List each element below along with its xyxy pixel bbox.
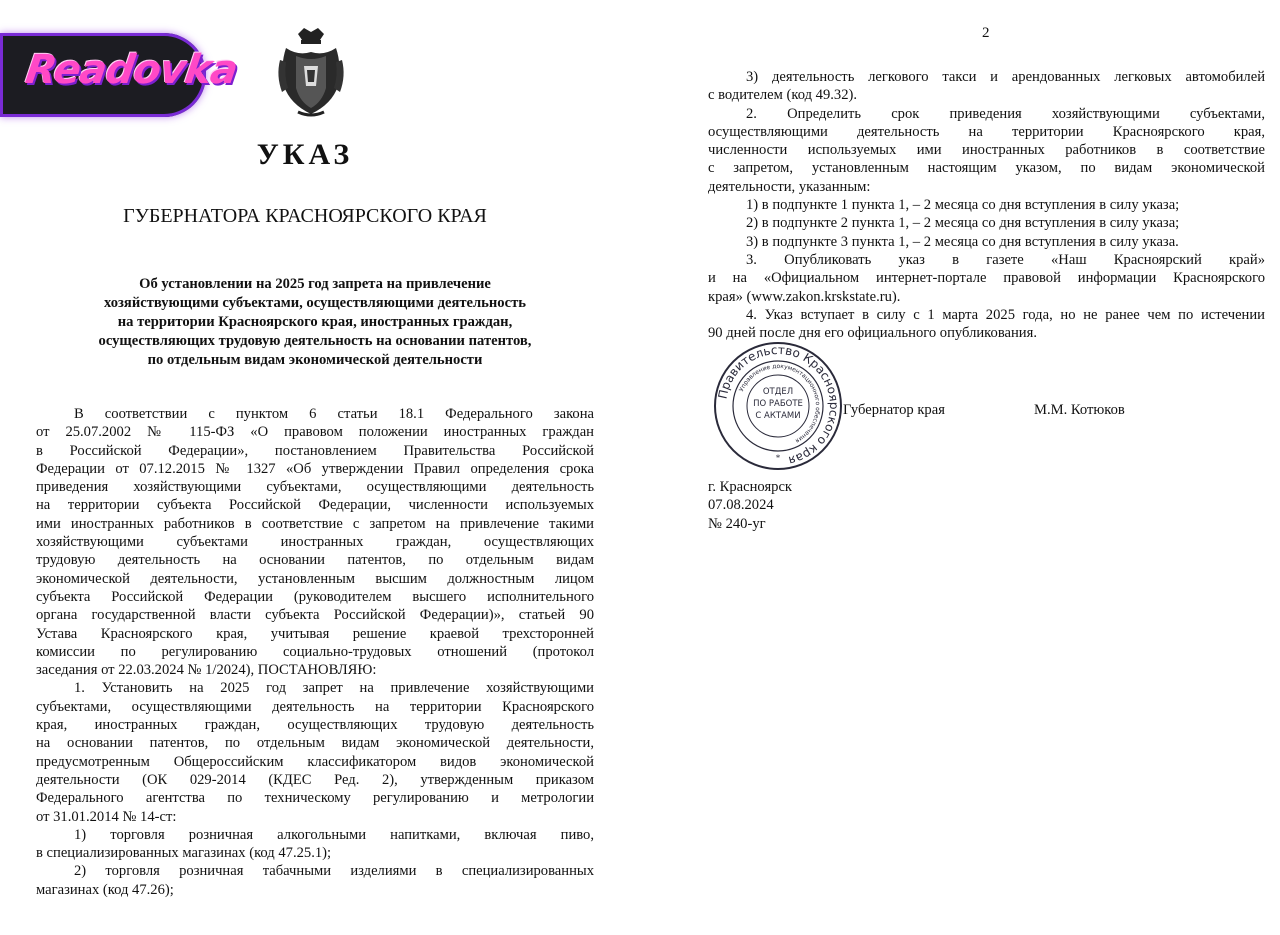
body-line: Устава Красноярского края, учитывая решение краевой трехсторонней xyxy=(36,625,594,642)
body-line: Федерации от 07.12.2015 № 1327 «Об утверждении Правил определения срока xyxy=(36,460,594,477)
place-line: г. Красноярск xyxy=(708,479,793,495)
stamp-center-line: ПО РАБОТЕ xyxy=(753,399,803,409)
page-number: 2 xyxy=(982,25,990,41)
date-line: 07.08.2024 xyxy=(708,497,774,514)
body-line: 3) в подпункте 3 пункта 1, – 2 месяца со дня вступления в силу указа. xyxy=(746,233,1179,250)
stamp-center-line: С АКТАМИ xyxy=(755,411,801,421)
document-title: УКАЗ xyxy=(256,138,354,171)
right-body-text xyxy=(708,68,1265,342)
body-line: с запретом, установленным настоящим указом, по видам экономической xyxy=(708,160,1265,177)
body-line: 1) в подпункте 1 пункта 1, – 2 месяца со дня вступления в силу указа; xyxy=(746,197,1180,214)
body-line: субъекта Российской Федерации (руководителем высшего исполнительного xyxy=(36,588,594,605)
body-line: численности используемых ими иностранных работников в соответствие xyxy=(708,142,1265,159)
body-line: предусмотренным Общероссийским классификатором видов экономической xyxy=(36,753,594,770)
signature-role: Губернатор края xyxy=(843,402,945,418)
body-line: осуществляющими деятельность на территории Красноярского края, xyxy=(708,123,1265,140)
body-line: и на «Официальном интернет-портале правовой информации Красноярского xyxy=(708,270,1265,287)
svg-text:*: * xyxy=(775,453,781,463)
body-line: от 31.01.2014 № 14-ст: xyxy=(36,808,177,825)
body-line: субъектами, осуществляющими деятельность на территории Красноярского xyxy=(36,698,594,715)
readovka-logo xyxy=(0,33,240,117)
heading-line: хозяйствующими субъектами, осуществляющими деятельность xyxy=(104,295,526,311)
body-line: 1) торговля розничная алкогольными напитками, включая пиво, xyxy=(74,826,594,843)
heading-line: на территории Красноярского края, иностранных граждан, xyxy=(117,314,513,330)
body-line: 2) торговля розничная табачными изделиями в специализированных xyxy=(74,863,594,880)
body-line: на основании патентов, по отдельным видам экономической деятельности, xyxy=(36,735,594,752)
body-line: Федерального агентства по техническому регулированию и метрологии xyxy=(36,790,594,807)
heading-line: Об установлении на 2025 год запрета на привлечение xyxy=(139,276,491,292)
signature-name: М.М. Котюков xyxy=(1034,402,1125,418)
body-line: В соответствии с пунктом 6 статьи 18.1 Федерального закона xyxy=(74,406,594,422)
body-line: 90 дней после дня его официального опубликования. xyxy=(708,325,1037,342)
heading-line: осуществляющих трудовую деятельность на основании патентов, xyxy=(98,333,532,349)
body-line: с водителем (код 49.32). xyxy=(708,87,858,104)
body-line: на территории субъекта Российской Федерации, численности используемых xyxy=(36,497,594,514)
logo-text: Readovka xyxy=(22,47,240,93)
body-line: 4. Указ вступает в силу с 1 марта 2025 года, но не ранее чем по истечении xyxy=(746,306,1265,323)
coat-of-arms-icon xyxy=(276,26,346,118)
body-line: магазинах (код 47.26); xyxy=(36,881,174,898)
stamp-inner-ring-text: Управление документационного обеспечения xyxy=(738,362,822,445)
body-line: хозяйствующими субъектами иностранных граждан, осуществляющих xyxy=(36,534,594,551)
body-line: приведения хозяйствующими субъектами, осуществляющими деятельность xyxy=(36,479,594,496)
body-line: от 25.07.2002 № 115-ФЗ «О правовом положении иностранных граждан xyxy=(36,424,594,441)
body-line: 2) в подпункте 2 пункта 1, – 2 месяца со дня вступления в силу указа; xyxy=(746,215,1180,232)
left-body-text xyxy=(36,405,594,899)
body-line: 3) деятельность легкового такси и арендованных легковых автомобилей xyxy=(746,69,1265,85)
body-line: ими иностранных работников в соответствие с запретом на привлечение такими xyxy=(36,515,594,532)
body-line: края» (www.zakon.krskstate.ru). xyxy=(708,288,901,305)
body-line: органа государственной власти субъекта Российской Федерации)», статьей 90 xyxy=(36,607,594,624)
document-heading xyxy=(40,275,590,370)
body-line: деятельности, указанным: xyxy=(708,178,871,195)
stamp-center-line: ОТДЕЛ xyxy=(762,387,794,397)
document-subtitle: ГУБЕРНАТОРА КРАСНОЯРСКОГО КРАЯ xyxy=(123,205,487,227)
body-line: комиссии по регулированию социально-трудовых отношений (протокол xyxy=(36,643,594,660)
place-date-number xyxy=(708,478,792,533)
body-line: деятельности (ОК 029-2014 (КДЕС Ред. 2), утвержденным приказом xyxy=(36,771,594,788)
stamp-ring-text: Правительство Красноярского края xyxy=(715,342,842,468)
body-line: экономической деятельности, установленным высшим должностным лицом xyxy=(36,570,594,587)
body-line: 2. Определить срок приведения хозяйствующими субъектами, xyxy=(746,105,1265,122)
body-line: в Российской Федерации», постановлением Правительства Российской xyxy=(36,442,594,459)
official-stamp-icon xyxy=(712,340,844,472)
heading-line: по отдельным видам экономической деятельности xyxy=(147,352,483,368)
body-line: 1. Установить на 2025 год запрет на привлечение хозяйствующими xyxy=(74,680,594,697)
body-line: края, иностранных граждан, осуществляющих трудовую деятельность xyxy=(36,717,594,734)
decree-number-line: № 240-уг xyxy=(708,515,766,532)
body-line: трудовую деятельность на основании патентов, по отдельным видам xyxy=(36,552,594,569)
body-line: 3. Опубликовать указ в газете «Наш Красноярский край» xyxy=(746,251,1265,268)
body-line: в специализированных магазинах (код 47.25.1); xyxy=(36,845,332,862)
body-line: заседания от 22.03.2024 № 1/2024), ПОСТАНОВЛЯЮ: xyxy=(36,662,377,679)
